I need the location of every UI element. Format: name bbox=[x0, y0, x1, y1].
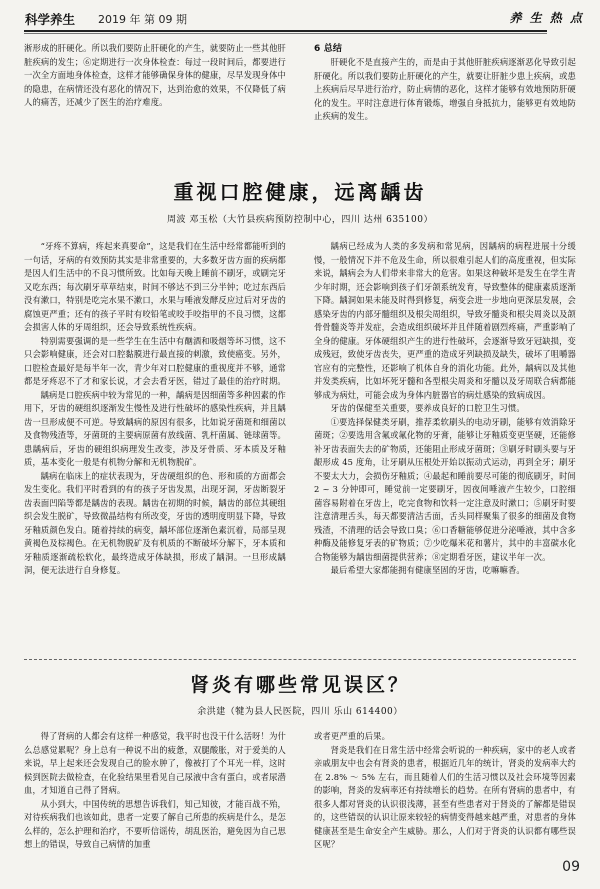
article2-title-text: 肾炎有哪些常见误区？ bbox=[189, 674, 410, 696]
paragraph: 龋病已经成为人类的多发病和常见病，因龋病的病程进展十分缓慢，一般情况下并不危及生命，所以很难引起人们的高度重视，但实际来说，龋病会为人们带来非常大的危害。如果这种破坏是发生在学生青少年时期，还会影响到孩子们牙颌系统发育，导致整体的健康素质逐渐下降。龋洞如果未能及时得到修复，病变会进一步地向更深层发展，会感染牙齿的内部牙髓组织及根尖周组织，导致牙髓炎和根尖周炎以及颌骨骨髓炎等并发症，会造成组织破坏并且伴随着剧烈疼痛，严重影响了全身的健康。牙体硬组织产生的进行性破坏，会逐渐导致牙冠缺损，变成残冠，致使牙齿丧失，更严重的造成牙列缺损及缺失，破坏了咀嚼器官应有的完整性，还影响了机体自身的消化功能。此外，龋病以及其他并发类疾病，比如坏死牙髓和各型根尖周炎和牙髓以及牙周联合病都能够成为病灶，可能会成为身体内脏器官的病灶感染的致病成因。 bbox=[314, 241, 576, 400]
paragraph: “牙疼不算病，疼起来真要命”，这是我们在生活中经常都能听到的一句话，牙病的有效预防其实是非常重要的，大多数牙齿方面的疾病都是因人们生活中的不良习惯所致。比如每天晚上睡前不刷牙，或刷完牙又吃东西；每次刷牙草草结束，时间不够达不到三分半钟；吃过东西后没有漱口，特别是吃完水果不漱口，水果与唾液发酵反应过后对牙齿的腐蚀更严重；还有的孩子平时有咬铅笔或咬手咬指甲的不良习惯，这都会损害人体的牙周组织，还会导致系统性疾病。 bbox=[24, 241, 286, 332]
article-divider bbox=[24, 659, 576, 660]
article1-right-column bbox=[314, 240, 576, 578]
article0-left-column bbox=[24, 42, 286, 110]
paragraph: ①要选择保健类牙刷，推荐柔软刷头的电动牙刷，能够有效消除牙菌斑；②要选用含氟或氟化物的牙膏，能够让牙釉质变更坚硬，还能修补牙齿表面失去的矿物质，还能阻止形成牙菌斑；③刷牙时刷头要与牙龈形成 45 度角，让牙刷从压根处开始以振动式运动，再到全牙；刷牙不要太大力，会损伤牙釉质；④最起和睡前要尽可能的彻底刷牙，时间 2 ~ 3 分钟即可，睡觉前一定要刷牙，因夜间唾液产生较少，口腔细菌容易附着在牙齿上，吃完食物和饮料一定注意及时漱口；⑤刷牙时要注意清理舌头，每天都要清洁舌面，舌头同样聚集了很多的细菌及食物残渣，不清理的话会导致口臭；⑥口香糖能够促进分泌唾液，其中含多种酶及能修复牙表的矿物质；⑦少吃爆米花和薯片，其中的丰富碳水化合物能够为龋齿细菌提供营养；⑧定期看牙医，建议半年一次。 bbox=[314, 416, 576, 562]
page-header bbox=[0, 0, 600, 40]
header-rule-thin bbox=[24, 33, 547, 34]
article1-author: 周波 邓玉松（大竹县疾病预防控制中心，四川 达州 635100） bbox=[167, 215, 433, 225]
article2-right-column bbox=[314, 730, 576, 852]
paragraph: 牙齿的保健至关重要，要养成良好的口腔卫生习惯。 bbox=[330, 403, 525, 413]
paragraph: 肝硬化不是直接产生的，而是由于其他肝脏疾病逐渐恶化导致引起肝硬化。所以我们要防止肝硬化的产生，就要让肝脏少患上疾病，或患上疾病后尽早进行治疗，防止病情的恶化，这样才能够有效地预防肝硬化的发生。平时注意进行体育锻炼，增强自身抵抗力，能够更有效地防止疾病的发生。 bbox=[314, 57, 576, 121]
article1-title-text: 重视口腔健康，远离龋齿 bbox=[173, 180, 427, 204]
paragraph: 特别需要强调的是一些学生在生活中有酗酒和吸烟等坏习惯，这不只会影响健康，还会对口腔黏膜进行最直接的刺激，致使癌变。另外，口腔检查最好是每半年一次，青少年对口腔健康的重视度并不够，通常都是牙疼忍不了才和家长说，才会去看牙医，错过了最佳的治疗时期。 bbox=[24, 335, 286, 386]
magazine-name: 科学养生 bbox=[25, 12, 76, 27]
paragraph: 肾炎是我们在日常生活中经常会听说的一种疾病，家中的老人或者亲戚朋友中也会有肾炎的患者，根据近几年的统计，肾炎的发病率大约在 2.8% ～ 5% 左右，而且随着人们的生活习惯以及社会环境等因素的影响，肾炎的发病率还有持续增长的趋势。在所有肾病的患者中，有很多人都对肾炎的认识很浅薄，甚至有些患者对于肾炎的了解都是错误的，这些错误的认识让原来较轻的病情变得越来越严重，对患者的身体健康甚至是生命安全产生威胁。那么，人们对于肾炎的认识都有哪些误区呢？ bbox=[314, 744, 576, 849]
section-label: 养 生 热 点 bbox=[509, 11, 584, 25]
section-heading: 6 总结 bbox=[314, 44, 342, 54]
paragraph: 从小到大，中国传统的思想告诉我们，知己知彼，才能百战不殆，对待疾病我们也该如此，患者一定要了解自己所患的疾病是什么，是怎么样的，怎么护理和治疗，不要听信谣传，胡乱医治，避免因为自己思想上的错误，导致自己病情的加重 bbox=[24, 798, 286, 849]
paragraph: 龋病在临床上的症状表现为，牙齿硬组织的色、形和质的方面都会发生变化。我们平时看到的有的孩子牙齿发黑，出现牙洞，牙齿断裂牙齿表面凹陷等都是龋齿的表现。龋齿在初期的时候，龋齿的部位其硬组织会发生脱矿，导致微晶结构有所改变，牙齿的透明度明显下降，导致牙釉质颜色发白。随着持续的病变，龋坏部位逐渐色素沉着，局部呈现黄褐色及棕褐色。在无机物脱矿及有机质的不断破坏分解下，牙本质和牙釉质逐渐疏松软化，最终造成牙体缺损，形成了龋洞。一旦形成龋洞，便无法进行自身修复。 bbox=[24, 470, 286, 575]
article2-title bbox=[0, 670, 600, 697]
header-rule bbox=[24, 30, 547, 32]
issue-label: 2019 年 第 09 期 bbox=[98, 13, 187, 26]
paragraph: 龋病是口腔疾病中较为常见的一种，龋病是因细菌等多种因素的作用下，牙齿的硬组织逐渐发生慢性及进行性破坏的感染性疾病，并且龋齿一旦形成便不可逆。导致龋病的原因有很多，比如说牙菌斑和细菌以及食物残渣等，牙菌斑的主要病原菌有放线菌、乳杆菌属、链球菌等。患龋病后，牙齿的硬组织病理发生改变，涉及牙骨质、牙本质及牙釉质，基本变化一般是有机物分解和无机物脱矿。 bbox=[24, 389, 286, 467]
page-number: 09 bbox=[562, 859, 580, 875]
article1-title bbox=[0, 176, 600, 205]
article1-left-column bbox=[24, 240, 286, 578]
paragraph: 淅形成的肝硬化。所以我们要防止肝硬化的产生，就要防止一些其他肝脏疾病的发生；⑥定期进行一次身体检查：每过一段时间后，都要进行一次全方面地身体检查，这样才能够确保身体的健康，尽早发现身体中的隐患，在病情还没有恶化的情况下，达到治愈的效果，不仅降低了病人的痛苦，还减少了医生的治疗难度。 bbox=[24, 43, 286, 107]
article0-right-column bbox=[314, 42, 576, 124]
article2-left-column bbox=[24, 730, 286, 852]
paragraph: 得了肾病的人都会有这样一种感觉，我平时也没干什么活呀！为什么总感觉累呢？身上总有一种说不出的疲惫，双腿酸胀，对于爱美的人来说，早上起来还会发现自己的脸水肿了，像被打了个耳光一样，这时候到医院去做检查，在化验结果里看见自己尿液中含有蛋白，或者尿潜血，才知道自己得了肾病。 bbox=[24, 731, 286, 795]
paragraph: 最后希望大家都能拥有健康坚固的牙齿，吃嘛嘛香。 bbox=[330, 565, 525, 575]
article2-author: 余洪建（犍为县人民医院，四川 乐山 614400） bbox=[197, 707, 403, 717]
paragraph: 或者更严重的后果。 bbox=[314, 731, 391, 741]
